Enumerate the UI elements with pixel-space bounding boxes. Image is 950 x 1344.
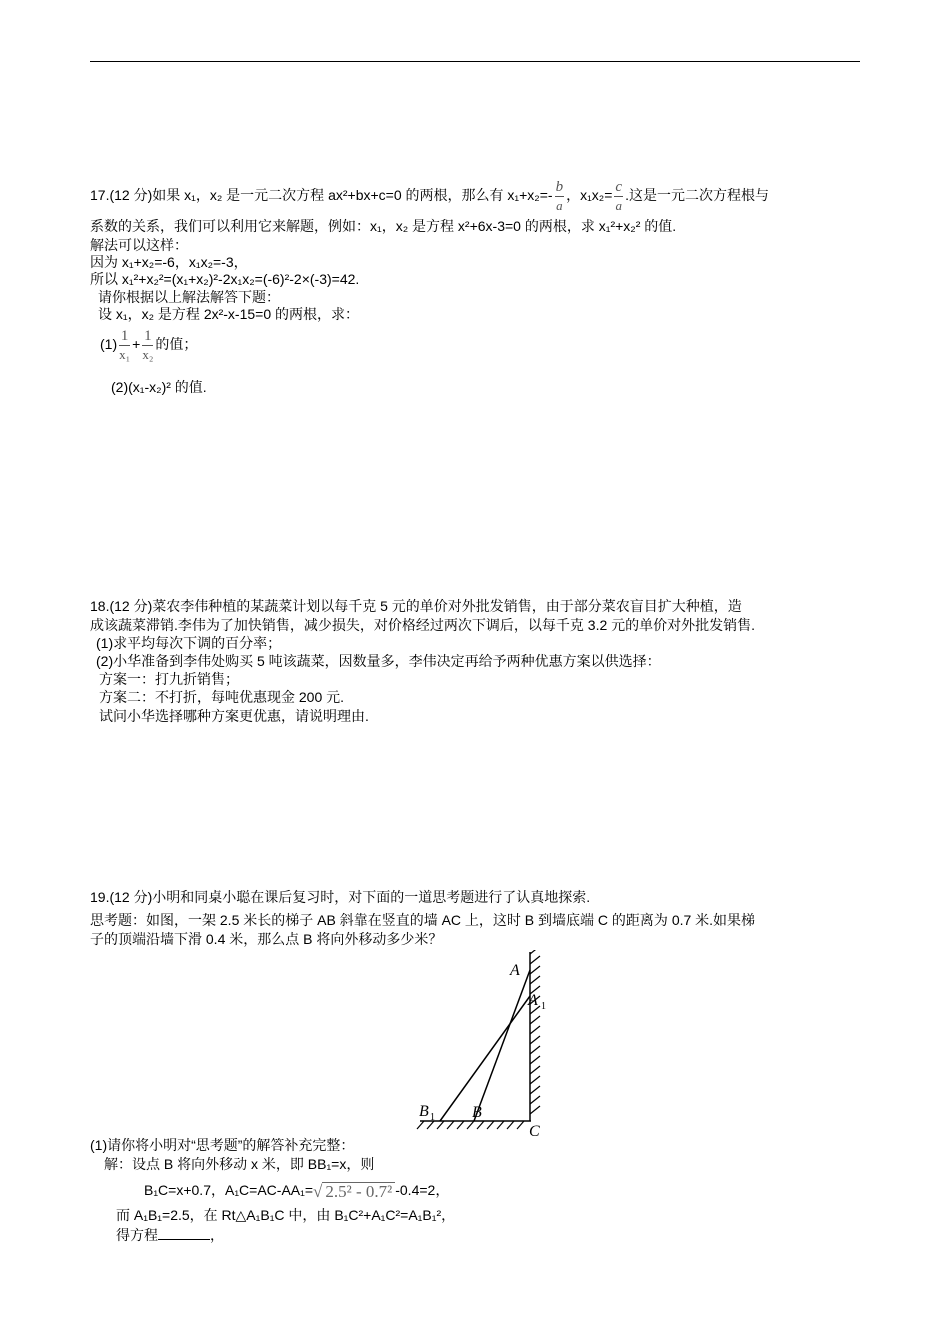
label-b: B xyxy=(472,1104,482,1121)
label-b1-sub: 1 xyxy=(430,1112,435,1123)
fraction-1-over-x1: $\frac{1}{\text{x₁}}$ xyxy=(119,328,131,362)
fraction-1-over-x2: $\frac{1}{\text{x₂}}$ xyxy=(142,328,154,362)
q18-line1: 18.(12 分)菜农李伟种植的某蔬菜计划以每千克 5 元的单价对外批发销售，由于部分菜农盲目扩大种植，造 xyxy=(90,598,742,614)
sqrt-expression: √ 2.5² - 0.7² xyxy=(313,1182,395,1201)
q17-line2: 系数的关系，我们可以利用它来解题，例如：x₁，x₂ 是方程 x²+6x-3=0 的两根，求 x₁²+x₂² 的值. xyxy=(90,218,677,234)
label-a1: A xyxy=(528,992,538,1009)
q18-line4: (2)小华准备到李伟处购买 5 吨该蔬菜，因数量多，李伟决定再给予两种优惠方案以供选择： xyxy=(96,653,661,669)
q17-line3: 解法可以这样： xyxy=(90,237,188,253)
wall-hatch xyxy=(530,950,540,1114)
q18-line2: 成该蔬菜滞销.李伟为了加快销售，减少损失，对价格经过两次下调后，以每千克 3.2 元的单价对外批发销售. xyxy=(90,617,756,633)
header-rule xyxy=(90,61,860,62)
fraction-c-over-a: $\frac{c}{a}$ xyxy=(615,179,623,213)
label-a1-sub: 1 xyxy=(541,1001,546,1012)
q19-line2: 思考题：如图，一架 2.5 米长的梯子 AB 斜靠在竖直的墙 AC 上，这时 B 到墙底端 C 的距离为 0.7 米.如果梯 xyxy=(90,912,756,928)
ladder-figure xyxy=(410,950,560,1140)
q19-line7: 而 A₁B₁=2.5，在 Rt△A₁B₁C 中，由 B₁C²+A₁C²=A₁B₁²， xyxy=(116,1207,456,1223)
ladder-a1b1 xyxy=(440,996,530,1121)
q17-line5: 所以 x₁²+x₂²=(x₁+x₂)²-2x₁x₂=(-6)²-2×(-3)=42. xyxy=(90,271,360,287)
q17-part2: (2)(x₁-x₂)² 的值. xyxy=(111,379,207,395)
q17-line4: 因为 x₁+x₂=-6，x₁x₂=-3， xyxy=(90,254,248,270)
q19-line6: B₁C=x+0.7，A₁C=AC-AA₁=√ 2.5² - 0.7² -0.4=2， xyxy=(144,1181,450,1201)
q18-line7: 试问小华选择哪种方案更优惠，请说明理由. xyxy=(99,708,369,724)
q18-line6: 方案二：不打折，每吨优惠现金 200 元. xyxy=(99,689,345,705)
ladder-ab xyxy=(474,970,530,1121)
q17-line6: 请你根据以上解法解答下题： xyxy=(98,289,280,305)
q19-line3: 子的顶端沿墙下滑 0.4 米，那么点 B 将向外移动多少米？ xyxy=(90,931,443,947)
q19-line8: 得方程 ， xyxy=(116,1227,224,1243)
q18-line3: (1)求平均每次下调的百分率； xyxy=(96,635,282,651)
q19-line4: (1)请你将小明对“思考题”的解答补充完整： xyxy=(90,1137,355,1153)
q17-part1: (1) $\frac{1}{\text{x₁}}$ + $\frac{1}{\text{x₂}}$ 的值； xyxy=(100,328,198,362)
q17-line7: 设 x₁，x₂ 是方程 2x²-x-15=0 的两根，求： xyxy=(98,306,360,322)
fraction-b-over-a: $\frac{b}{a}$ xyxy=(555,179,564,213)
label-a: A xyxy=(510,962,520,979)
label-c: C xyxy=(529,1123,540,1140)
q18-line5: 方案一：打九折销售； xyxy=(99,671,239,687)
answer-blank[interactable] xyxy=(158,1225,210,1240)
label-b1: B xyxy=(419,1103,429,1120)
q19-line5: 解：设点 B 将向外移动 x 米，即 BB₁=x，则 xyxy=(104,1156,375,1172)
q17-line1: 17.(12 分)如果 x₁，x₂ 是一元二次方程 ax²+bx+c=0 的两根，那么有 x₁+x₂=- $\frac{b}{a}$ ，x₁x₂= $\frac{c}{a}$ .这是一元二次方程根与 xyxy=(90,179,769,213)
q19-line1: 19.(12 分)小明和同桌小聪在课后复习时，对下面的一道思考题进行了认真地探索. xyxy=(90,889,591,905)
